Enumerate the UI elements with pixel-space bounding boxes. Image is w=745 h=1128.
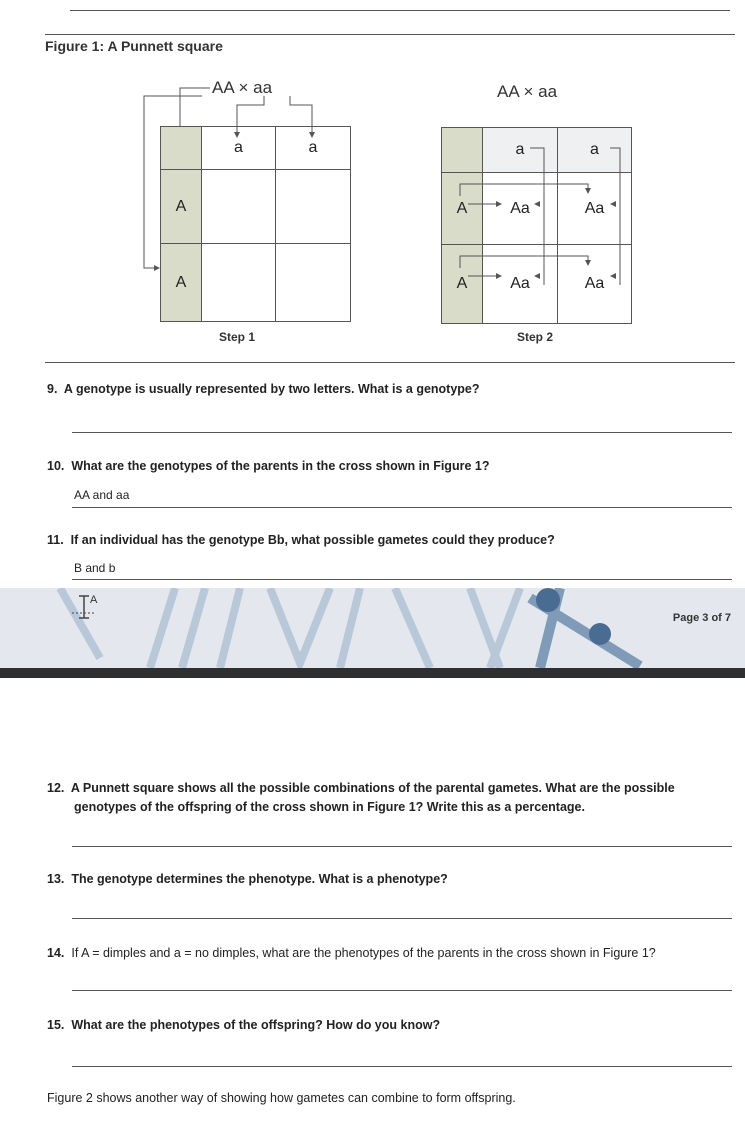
step2-cell: Aa (557, 244, 632, 324)
step1-col-header: a (275, 126, 351, 170)
page-break-decoration (0, 588, 745, 668)
toolbar-glyph: A (90, 594, 98, 606)
step1-col-header: a (201, 126, 276, 170)
question-number: 13. (47, 872, 65, 886)
step2-col-header: a (482, 127, 558, 173)
step1-cell (201, 169, 276, 244)
answer-line-15[interactable] (72, 1066, 732, 1067)
question-10 (47, 455, 489, 477)
answer-line-12[interactable] (72, 846, 732, 847)
page-divider (0, 668, 745, 678)
step1-cell (201, 243, 276, 322)
cross-label-step1: AA × aa (212, 78, 273, 97)
answer-10[interactable]: AA and aa (74, 488, 130, 502)
step2-arrows (440, 140, 635, 300)
answer-line-11 (72, 579, 732, 580)
step1-cell (275, 169, 351, 244)
page-break-band (0, 588, 745, 668)
question-15 (47, 1014, 440, 1036)
step1-label: Step 1 (219, 330, 256, 344)
question-number: 11. (47, 533, 64, 547)
answer-line-14[interactable] (72, 990, 732, 991)
step2-cell: Aa (482, 244, 558, 324)
question-text: The genotype determines the phenotype. What is a phenotype? (71, 872, 448, 886)
figure2-intro: Figure 2 shows another way of showing how gametes can combine to form offspring. (47, 1091, 516, 1105)
figure-title: Figure 1: A Punnett square (45, 38, 223, 54)
question-text: A genotype is usually represented by two letters. What is a genotype? (63, 382, 480, 396)
question-number: 14. (47, 946, 65, 960)
question-text: What are the phenotypes of the offspring? How do you know? (71, 1018, 441, 1032)
question-number: 10. (47, 459, 65, 473)
step2-row-header: A (441, 172, 483, 245)
title-rule (45, 34, 735, 35)
question-text: If A = dimples and a = no dimples, what are the phenotypes of the parents in the cross shown in Figure 1? (71, 946, 656, 960)
question-9 (47, 378, 480, 400)
step1-row-header: A (160, 243, 202, 322)
question-13 (47, 868, 448, 890)
question-12-continued: genotypes of the offspring of the cross shown in Figure 1? Write this as a percentage. (74, 800, 585, 814)
figure-bottom-rule (45, 362, 735, 363)
top-rule (70, 10, 730, 11)
answer-11[interactable]: B and b (74, 561, 116, 575)
question-number: 15. (47, 1018, 65, 1032)
step2-row-header: A (441, 244, 483, 324)
step2-cell: Aa (557, 172, 632, 245)
step1-corner (160, 126, 202, 170)
text-cursor-icon[interactable] (70, 592, 104, 622)
step2-label: Step 2 (517, 330, 554, 344)
step2-col-header: a (557, 127, 632, 173)
cross-label-step2: AA × aa (497, 82, 558, 101)
question-11 (47, 529, 555, 551)
answer-line-9[interactable] (72, 432, 732, 433)
step1-row-header: A (160, 169, 202, 244)
question-number: 12. (47, 781, 65, 795)
answer-line-10 (72, 507, 732, 508)
page-number: Page 3 of 7 (672, 612, 731, 624)
question-14 (47, 942, 656, 964)
step2-cell: Aa (482, 172, 558, 245)
question-text: If an individual has the genotype Bb, what possible gametes could they produce? (70, 533, 555, 547)
question-number: 9. (47, 382, 58, 396)
question-text: A Punnett square shows all the possible combinations of the parental gametes. What are the possible (70, 781, 675, 795)
question-text: What are the genotypes of the parents in the cross shown in Figure 1? (71, 459, 490, 473)
answer-line-13[interactable] (72, 918, 732, 919)
step1-cell (275, 243, 351, 322)
